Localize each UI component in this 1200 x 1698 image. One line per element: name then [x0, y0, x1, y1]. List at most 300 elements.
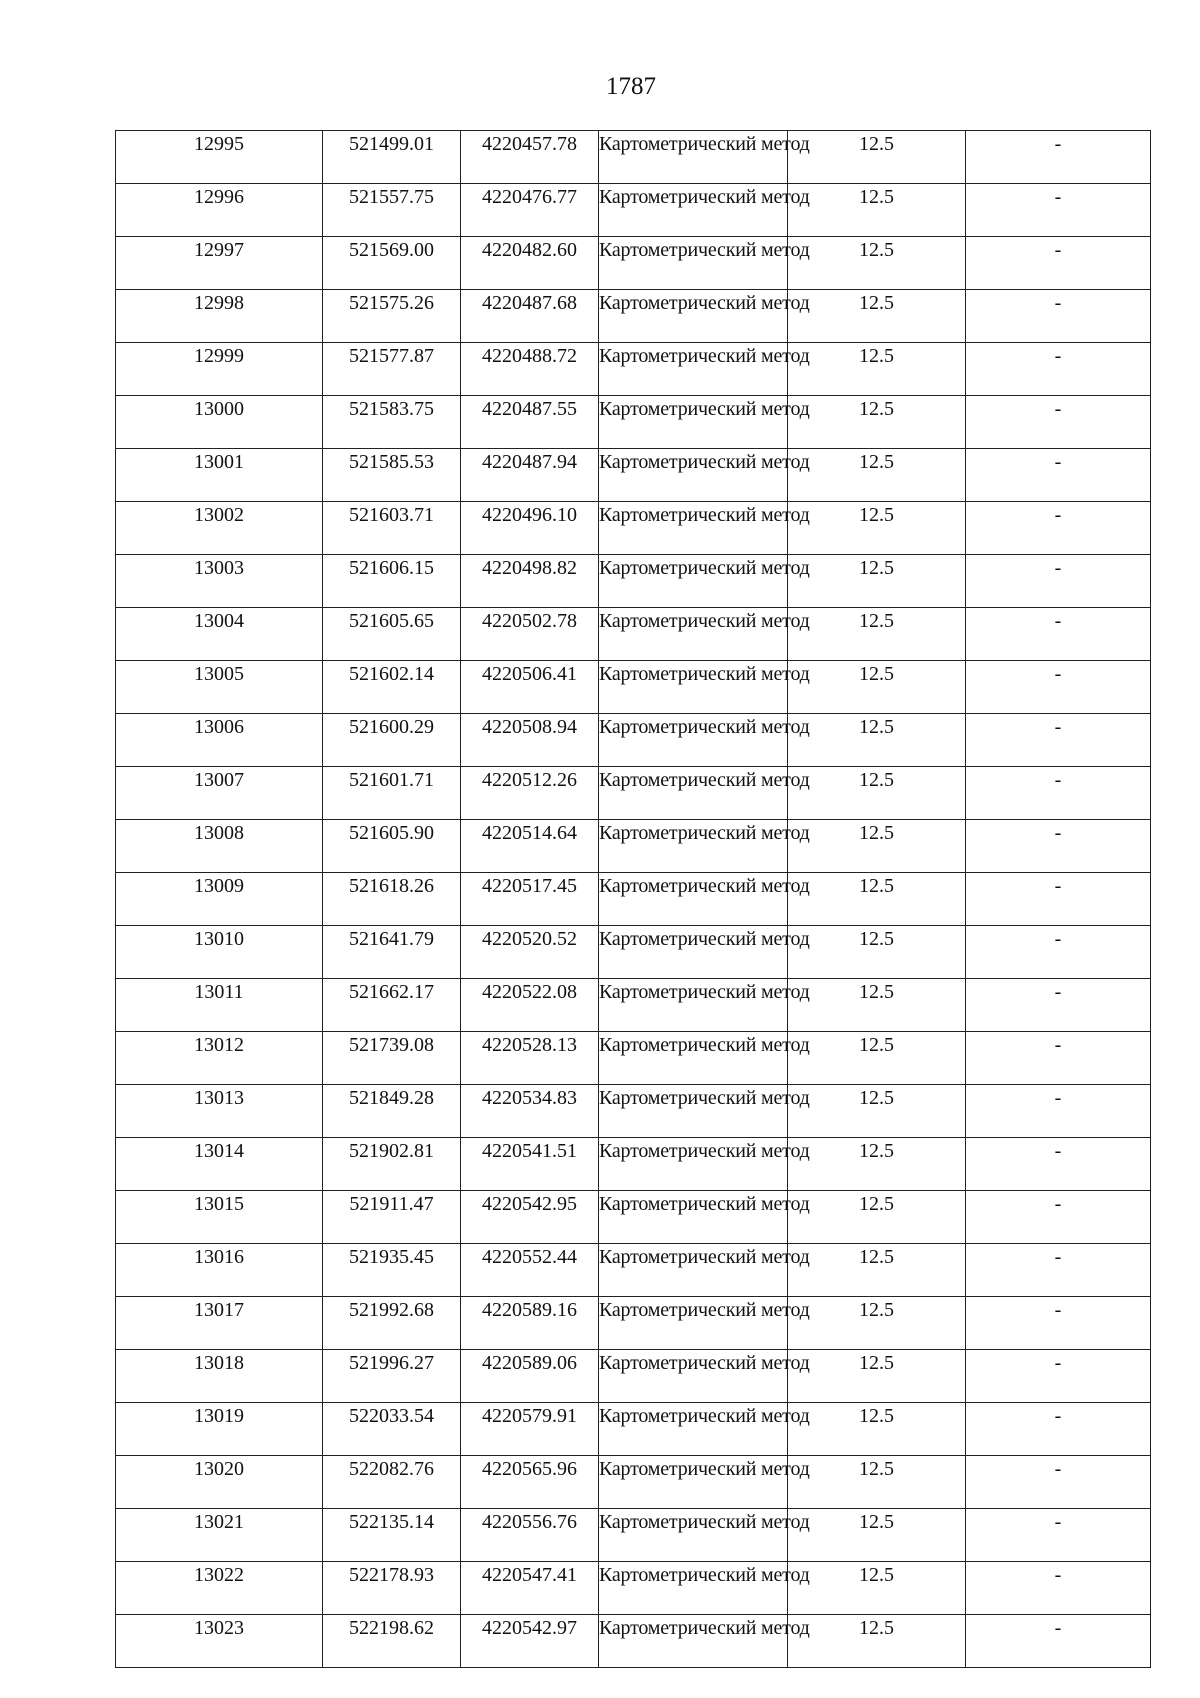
- method-cell: [599, 290, 810, 343]
- point-number-cell: [116, 1403, 323, 1456]
- note-value: -: [1054, 1140, 1062, 1162]
- x-coordinate-value: 521996.27: [349, 1352, 434, 1374]
- method-cell: [599, 1244, 810, 1297]
- note-cell: [966, 926, 1151, 979]
- x-coordinate-value: 522178.93: [349, 1564, 434, 1586]
- method-cell: [599, 1456, 810, 1509]
- point-number-value: 13022: [194, 1564, 244, 1586]
- accuracy-value: 12.5: [859, 928, 894, 950]
- note-cell: [966, 396, 1151, 449]
- y-coordinate-cell: [461, 555, 599, 608]
- point-number-value: 13001: [194, 451, 244, 473]
- table-row: [116, 184, 1151, 237]
- method-value: Картометрический метод: [599, 345, 810, 367]
- point-number-cell: [116, 1562, 323, 1615]
- note-value: -: [1054, 504, 1062, 526]
- y-coordinate-cell: [461, 1350, 599, 1403]
- table-row: [116, 1562, 1151, 1615]
- accuracy-value: 12.5: [859, 610, 894, 632]
- point-number-cell: [116, 131, 323, 184]
- accuracy-cell: [788, 661, 966, 714]
- note-cell: [966, 184, 1151, 237]
- accuracy-cell: [788, 1509, 966, 1562]
- method-value: Картометрический метод: [599, 1458, 810, 1480]
- x-coordinate-value: 521601.71: [349, 769, 434, 791]
- accuracy-value: 12.5: [859, 186, 894, 208]
- accuracy-value: 12.5: [859, 663, 894, 685]
- note-cell: [966, 290, 1151, 343]
- x-coordinate-value: 522198.62: [349, 1617, 434, 1639]
- x-coordinate-cell: [323, 449, 461, 502]
- point-number-cell: [116, 1032, 323, 1085]
- method-cell: [599, 449, 810, 502]
- y-coordinate-value: 4220547.41: [482, 1564, 577, 1586]
- y-coordinate-cell: [461, 1191, 599, 1244]
- point-number-value: 13005: [194, 663, 244, 685]
- x-coordinate-value: 521600.29: [349, 716, 434, 738]
- point-number-cell: [116, 396, 323, 449]
- accuracy-cell: [788, 767, 966, 820]
- note-value: -: [1054, 610, 1062, 632]
- y-coordinate-cell: [461, 1297, 599, 1350]
- y-coordinate-cell: [461, 820, 599, 873]
- point-number-cell: [116, 1191, 323, 1244]
- accuracy-value: 12.5: [859, 1140, 894, 1162]
- y-coordinate-value: 4220457.78: [482, 133, 577, 155]
- x-coordinate-cell: [323, 979, 461, 1032]
- x-coordinate-value: 521557.75: [349, 186, 434, 208]
- note-cell: [966, 1191, 1151, 1244]
- x-coordinate-cell: [323, 1138, 461, 1191]
- y-coordinate-value: 4220502.78: [482, 610, 577, 632]
- y-coordinate-value: 4220542.97: [482, 1617, 577, 1639]
- accuracy-cell: [788, 343, 966, 396]
- method-value: Картометрический метод: [599, 557, 810, 579]
- x-coordinate-cell: [323, 767, 461, 820]
- y-coordinate-value: 4220522.08: [482, 981, 577, 1003]
- method-cell: [599, 1191, 810, 1244]
- table-row: [116, 1032, 1151, 1085]
- x-coordinate-value: 521575.26: [349, 292, 434, 314]
- accuracy-value: 12.5: [859, 557, 894, 579]
- method-value: Картометрический метод: [599, 610, 810, 632]
- x-coordinate-cell: [323, 1244, 461, 1297]
- note-cell: [966, 873, 1151, 926]
- table-row: [116, 608, 1151, 661]
- point-number-cell: [116, 979, 323, 1032]
- table-row: [116, 767, 1151, 820]
- x-coordinate-cell: [323, 1509, 461, 1562]
- coordinates-table: [115, 130, 1151, 1668]
- point-number-cell: [116, 1456, 323, 1509]
- point-number-cell: [116, 1615, 323, 1668]
- note-value: -: [1054, 1246, 1062, 1268]
- note-cell: [966, 1403, 1151, 1456]
- method-cell: [599, 1562, 810, 1615]
- method-cell: [599, 714, 810, 767]
- point-number-cell: [116, 1509, 323, 1562]
- x-coordinate-value: 521583.75: [349, 398, 434, 420]
- table-row: [116, 1085, 1151, 1138]
- point-number-cell: [116, 1244, 323, 1297]
- note-value: -: [1054, 928, 1062, 950]
- x-coordinate-value: 521606.15: [349, 557, 434, 579]
- accuracy-value: 12.5: [859, 1352, 894, 1374]
- x-coordinate-cell: [323, 290, 461, 343]
- y-coordinate-cell: [461, 1032, 599, 1085]
- point-number-value: 13007: [194, 769, 244, 791]
- y-coordinate-value: 4220520.52: [482, 928, 577, 950]
- method-cell: [599, 767, 810, 820]
- accuracy-cell: [788, 1191, 966, 1244]
- point-number-cell: [116, 608, 323, 661]
- accuracy-value: 12.5: [859, 716, 894, 738]
- accuracy-value: 12.5: [859, 239, 894, 261]
- y-coordinate-value: 4220542.95: [482, 1193, 577, 1215]
- note-cell: [966, 1562, 1151, 1615]
- method-cell: [599, 1350, 810, 1403]
- method-value: Картометрический метод: [599, 875, 810, 897]
- point-number-value: 12997: [194, 239, 244, 261]
- x-coordinate-value: 521618.26: [349, 875, 434, 897]
- x-coordinate-value: 521662.17: [349, 981, 434, 1003]
- point-number-value: 13011: [194, 981, 244, 1003]
- x-coordinate-cell: [323, 131, 461, 184]
- method-cell: [599, 979, 810, 1032]
- x-coordinate-cell: [323, 608, 461, 661]
- y-coordinate-value: 4220541.51: [482, 1140, 577, 1162]
- note-value: -: [1054, 186, 1062, 208]
- x-coordinate-cell: [323, 926, 461, 979]
- x-coordinate-cell: [323, 1615, 461, 1668]
- table-row: [116, 1350, 1151, 1403]
- point-number-cell: [116, 714, 323, 767]
- accuracy-cell: [788, 449, 966, 502]
- table-row: [116, 396, 1151, 449]
- x-coordinate-value: 521499.01: [349, 133, 434, 155]
- y-coordinate-cell: [461, 1562, 599, 1615]
- y-coordinate-cell: [461, 1615, 599, 1668]
- note-value: -: [1054, 769, 1062, 791]
- y-coordinate-value: 4220589.16: [482, 1299, 577, 1321]
- accuracy-value: 12.5: [859, 875, 894, 897]
- point-number-cell: [116, 449, 323, 502]
- note-value: -: [1054, 822, 1062, 844]
- method-value: Картометрический метод: [599, 981, 810, 1003]
- x-coordinate-cell: [323, 184, 461, 237]
- y-coordinate-cell: [461, 926, 599, 979]
- method-cell: [599, 1403, 810, 1456]
- point-number-value: 13010: [194, 928, 244, 950]
- method-value: Картометрический метод: [599, 1564, 810, 1586]
- method-value: Картометрический метод: [599, 716, 810, 738]
- note-cell: [966, 343, 1151, 396]
- note-cell: [966, 449, 1151, 502]
- method-value: Картометрический метод: [599, 1246, 810, 1268]
- method-value: Картометрический метод: [599, 1087, 810, 1109]
- table-row: [116, 661, 1151, 714]
- table-row: [116, 1509, 1151, 1562]
- x-coordinate-cell: [323, 714, 461, 767]
- point-number-value: 13000: [194, 398, 244, 420]
- note-value: -: [1054, 557, 1062, 579]
- note-cell: [966, 1297, 1151, 1350]
- accuracy-cell: [788, 979, 966, 1032]
- y-coordinate-cell: [461, 1403, 599, 1456]
- method-cell: [599, 396, 810, 449]
- note-cell: [966, 1244, 1151, 1297]
- x-coordinate-cell: [323, 820, 461, 873]
- y-coordinate-value: 4220579.91: [482, 1405, 577, 1427]
- note-value: -: [1054, 1511, 1062, 1533]
- accuracy-value: 12.5: [859, 345, 894, 367]
- accuracy-value: 12.5: [859, 1458, 894, 1480]
- y-coordinate-cell: [461, 1509, 599, 1562]
- point-number-cell: [116, 926, 323, 979]
- method-value: Картометрический метод: [599, 663, 810, 685]
- point-number-value: 13002: [194, 504, 244, 526]
- x-coordinate-cell: [323, 1032, 461, 1085]
- x-coordinate-value: 521849.28: [349, 1087, 434, 1109]
- table-row: [116, 237, 1151, 290]
- table-row: [116, 873, 1151, 926]
- y-coordinate-value: 4220556.76: [482, 1511, 577, 1533]
- x-coordinate-value: 521641.79: [349, 928, 434, 950]
- note-value: -: [1054, 875, 1062, 897]
- x-coordinate-cell: [323, 502, 461, 555]
- point-number-cell: [116, 237, 323, 290]
- x-coordinate-value: 521992.68: [349, 1299, 434, 1321]
- method-value: Картометрический метод: [599, 822, 810, 844]
- table-row: [116, 1456, 1151, 1509]
- table-row: [116, 502, 1151, 555]
- x-coordinate-cell: [323, 873, 461, 926]
- table-row: [116, 449, 1151, 502]
- point-number-cell: [116, 184, 323, 237]
- y-coordinate-cell: [461, 714, 599, 767]
- accuracy-cell: [788, 1032, 966, 1085]
- x-coordinate-cell: [323, 555, 461, 608]
- x-coordinate-value: 521605.65: [349, 610, 434, 632]
- x-coordinate-value: 521577.87: [349, 345, 434, 367]
- x-coordinate-value: 522135.14: [349, 1511, 434, 1533]
- y-coordinate-cell: [461, 1456, 599, 1509]
- note-cell: [966, 979, 1151, 1032]
- accuracy-cell: [788, 608, 966, 661]
- y-coordinate-value: 4220565.96: [482, 1458, 577, 1480]
- y-coordinate-value: 4220488.72: [482, 345, 577, 367]
- note-cell: [966, 1456, 1151, 1509]
- point-number-value: 12998: [194, 292, 244, 314]
- y-coordinate-cell: [461, 131, 599, 184]
- point-number-cell: [116, 873, 323, 926]
- y-coordinate-cell: [461, 979, 599, 1032]
- accuracy-value: 12.5: [859, 504, 894, 526]
- note-value: -: [1054, 398, 1062, 420]
- y-coordinate-value: 4220476.77: [482, 186, 577, 208]
- note-value: -: [1054, 1193, 1062, 1215]
- note-cell: [966, 661, 1151, 714]
- accuracy-value: 12.5: [859, 1087, 894, 1109]
- accuracy-cell: [788, 1138, 966, 1191]
- accuracy-cell: [788, 290, 966, 343]
- y-coordinate-cell: [461, 608, 599, 661]
- table-row: [116, 1191, 1151, 1244]
- y-coordinate-value: 4220534.83: [482, 1087, 577, 1109]
- accuracy-cell: [788, 1244, 966, 1297]
- note-cell: [966, 502, 1151, 555]
- accuracy-value: 12.5: [859, 1299, 894, 1321]
- note-cell: [966, 1032, 1151, 1085]
- x-coordinate-value: 522033.54: [349, 1405, 434, 1427]
- point-number-cell: [116, 767, 323, 820]
- method-cell: [599, 1032, 810, 1085]
- accuracy-cell: [788, 184, 966, 237]
- table-row: [116, 820, 1151, 873]
- point-number-value: 13016: [194, 1246, 244, 1268]
- x-coordinate-value: 521902.81: [349, 1140, 434, 1162]
- method-cell: [599, 1085, 810, 1138]
- method-value: Картометрический метод: [599, 928, 810, 950]
- table-row: [116, 1138, 1151, 1191]
- point-number-cell: [116, 1350, 323, 1403]
- y-coordinate-cell: [461, 343, 599, 396]
- x-coordinate-value: 521605.90: [349, 822, 434, 844]
- point-number-value: 12996: [194, 186, 244, 208]
- table-row: [116, 131, 1151, 184]
- y-coordinate-value: 4220589.06: [482, 1352, 577, 1374]
- note-cell: [966, 1085, 1151, 1138]
- method-cell: [599, 502, 810, 555]
- x-coordinate-value: 521603.71: [349, 504, 434, 526]
- note-cell: [966, 714, 1151, 767]
- note-value: -: [1054, 663, 1062, 685]
- y-coordinate-cell: [461, 502, 599, 555]
- point-number-cell: [116, 555, 323, 608]
- y-coordinate-value: 4220498.82: [482, 557, 577, 579]
- y-coordinate-cell: [461, 1085, 599, 1138]
- accuracy-cell: [788, 714, 966, 767]
- method-cell: [599, 131, 810, 184]
- method-value: Картометрический метод: [599, 451, 810, 473]
- x-coordinate-cell: [323, 1403, 461, 1456]
- y-coordinate-cell: [461, 873, 599, 926]
- y-coordinate-cell: [461, 396, 599, 449]
- note-value: -: [1054, 451, 1062, 473]
- y-coordinate-cell: [461, 767, 599, 820]
- y-coordinate-value: 4220487.55: [482, 398, 577, 420]
- accuracy-cell: [788, 1297, 966, 1350]
- note-value: -: [1054, 1299, 1062, 1321]
- point-number-value: 13009: [194, 875, 244, 897]
- y-coordinate-cell: [461, 184, 599, 237]
- point-number-value: 12995: [194, 133, 244, 155]
- accuracy-value: 12.5: [859, 1246, 894, 1268]
- method-value: Картометрический метод: [599, 1617, 810, 1639]
- accuracy-value: 12.5: [859, 981, 894, 1003]
- accuracy-cell: [788, 1403, 966, 1456]
- note-cell: [966, 237, 1151, 290]
- method-cell: [599, 1509, 810, 1562]
- table-row: [116, 1403, 1151, 1456]
- x-coordinate-value: 521739.08: [349, 1034, 434, 1056]
- table-row: [116, 714, 1151, 767]
- accuracy-value: 12.5: [859, 133, 894, 155]
- table-row: [116, 979, 1151, 1032]
- point-number-value: 13015: [194, 1193, 244, 1215]
- y-coordinate-cell: [461, 661, 599, 714]
- point-number-value: 13023: [194, 1617, 244, 1639]
- point-number-value: 13008: [194, 822, 244, 844]
- method-cell: [599, 1297, 810, 1350]
- table-row: [116, 555, 1151, 608]
- accuracy-cell: [788, 237, 966, 290]
- accuracy-value: 12.5: [859, 1405, 894, 1427]
- x-coordinate-cell: [323, 1562, 461, 1615]
- accuracy-cell: [788, 1615, 966, 1668]
- method-value: Картометрический метод: [599, 133, 810, 155]
- x-coordinate-cell: [323, 1297, 461, 1350]
- x-coordinate-cell: [323, 1350, 461, 1403]
- point-number-value: 13017: [194, 1299, 244, 1321]
- accuracy-cell: [788, 555, 966, 608]
- y-coordinate-value: 4220514.64: [482, 822, 577, 844]
- method-value: Картометрический метод: [599, 1140, 810, 1162]
- y-coordinate-cell: [461, 237, 599, 290]
- x-coordinate-cell: [323, 1085, 461, 1138]
- method-cell: [599, 555, 810, 608]
- method-value: Картометрический метод: [599, 504, 810, 526]
- accuracy-value: 12.5: [859, 292, 894, 314]
- table-row: [116, 1244, 1151, 1297]
- note-value: -: [1054, 345, 1062, 367]
- point-number-value: 13003: [194, 557, 244, 579]
- point-number-value: 13013: [194, 1087, 244, 1109]
- method-value: Картометрический метод: [599, 1405, 810, 1427]
- y-coordinate-value: 4220552.44: [482, 1246, 577, 1268]
- table-body: [116, 131, 1151, 1668]
- point-number-value: 13004: [194, 610, 244, 632]
- point-number-value: 13018: [194, 1352, 244, 1374]
- x-coordinate-value: 522082.76: [349, 1458, 434, 1480]
- note-cell: [966, 1138, 1151, 1191]
- page-number: 1787: [606, 73, 656, 100]
- method-cell: [599, 1138, 810, 1191]
- method-value: Картометрический метод: [599, 1511, 810, 1533]
- point-number-value: 13014: [194, 1140, 244, 1162]
- note-value: -: [1054, 1087, 1062, 1109]
- note-value: -: [1054, 1564, 1062, 1586]
- method-value: Картометрический метод: [599, 186, 810, 208]
- x-coordinate-cell: [323, 237, 461, 290]
- accuracy-value: 12.5: [859, 769, 894, 791]
- note-cell: [966, 555, 1151, 608]
- x-coordinate-value: 521602.14: [349, 663, 434, 685]
- method-cell: [599, 820, 810, 873]
- method-cell: [599, 608, 810, 661]
- y-coordinate-cell: [461, 1138, 599, 1191]
- table-row: [116, 1297, 1151, 1350]
- x-coordinate-cell: [323, 396, 461, 449]
- note-cell: [966, 767, 1151, 820]
- method-value: Картометрический метод: [599, 769, 810, 791]
- method-cell: [599, 873, 810, 926]
- accuracy-cell: [788, 1456, 966, 1509]
- accuracy-value: 12.5: [859, 1511, 894, 1533]
- note-cell: [966, 608, 1151, 661]
- method-cell: [599, 1615, 810, 1668]
- note-value: -: [1054, 1352, 1062, 1374]
